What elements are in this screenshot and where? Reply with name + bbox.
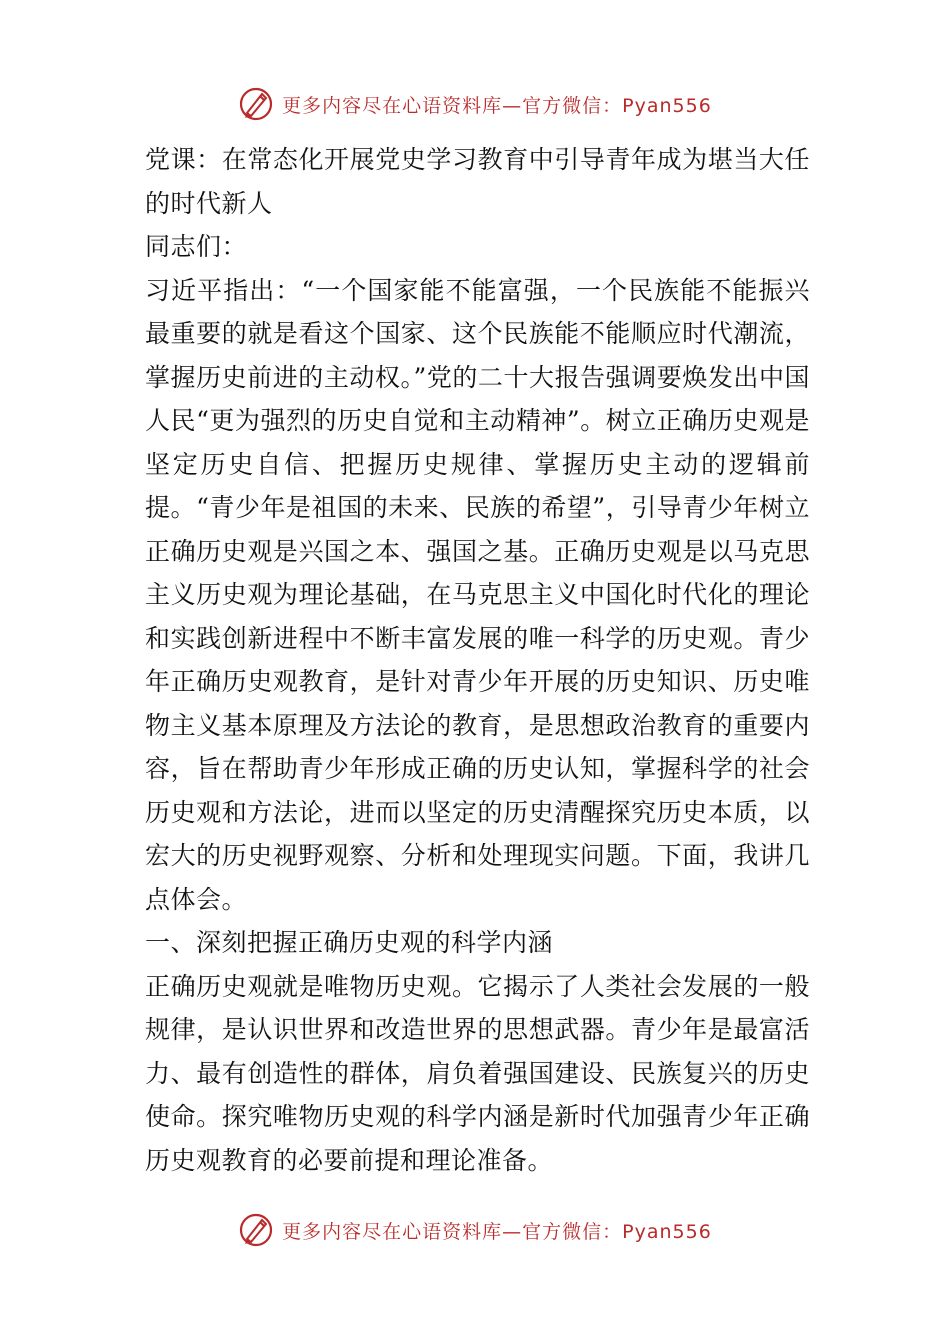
header-watermark-banner xyxy=(0,84,950,124)
paragraph-section-1: 正确历史观就是唯物历史观。它揭示了人类社会发展的一般规律，是认识世界和改造世界的思想武器。青少年是最富活力、最有创造性的群体，肩负着强国建设、民族复兴的历史使命。探究唯物历史观的科学内涵是新时代加强青少年正确历史观教育的必要前提和理论准备。 xyxy=(145,971,810,1175)
paragraph-intro: 习近平指出：“一个国家能不能富强，一个民族能不能振兴最重要的就是看这个国家、这个民族能不能顺应时代潮流，掌握历史前进的主动权。”党的二十大报告强调要焕发出中国人民“更为强烈的历史自觉和主动精神”。树立正确历史观是坚定历史自信、把握历史规律、掌握历史主动的逻辑前提。“青少年是祖国的未来、民族的希望”，引导青少年树立正确历史观是兴国之本、强国之基。正确历史观是以马克思主义历史观为理论基础，在马克思主义中国化时代化的理论和实践创新进程中不断丰富发展的唯一科学的历史观。青少年正确历史观教育，是针对青少年开展的历史知识、历史唯物主义基本原理及方法论的教育，是思想政治教育的重要内容，旨在帮助青少年形成正确的历史认知，掌握科学的社会历史观和方法论，进而以坚定的历史清醒探究历史本质，以宏大的历史视野观察、分析和处理现实问题。下面，我讲几点体会。 xyxy=(145,275,810,914)
document-body xyxy=(145,138,810,1182)
document-title: 党课：在常态化开展党史学习教育中引导青年成为堪当大任的时代新人 xyxy=(145,145,810,218)
pen-logo-icon xyxy=(238,1212,274,1248)
section-heading: 一、深刻把握正确历史观的科学内涵 xyxy=(145,928,554,957)
header-watermark-text: 更多内容尽在心语资料库—官方微信：Pyan556 xyxy=(282,94,712,117)
salutation: 同志们： xyxy=(145,232,248,261)
footer-watermark-text: 更多内容尽在心语资料库—官方微信：Pyan556 xyxy=(282,1220,712,1243)
pen-logo-icon xyxy=(238,86,274,122)
footer-watermark-banner xyxy=(0,1210,950,1250)
